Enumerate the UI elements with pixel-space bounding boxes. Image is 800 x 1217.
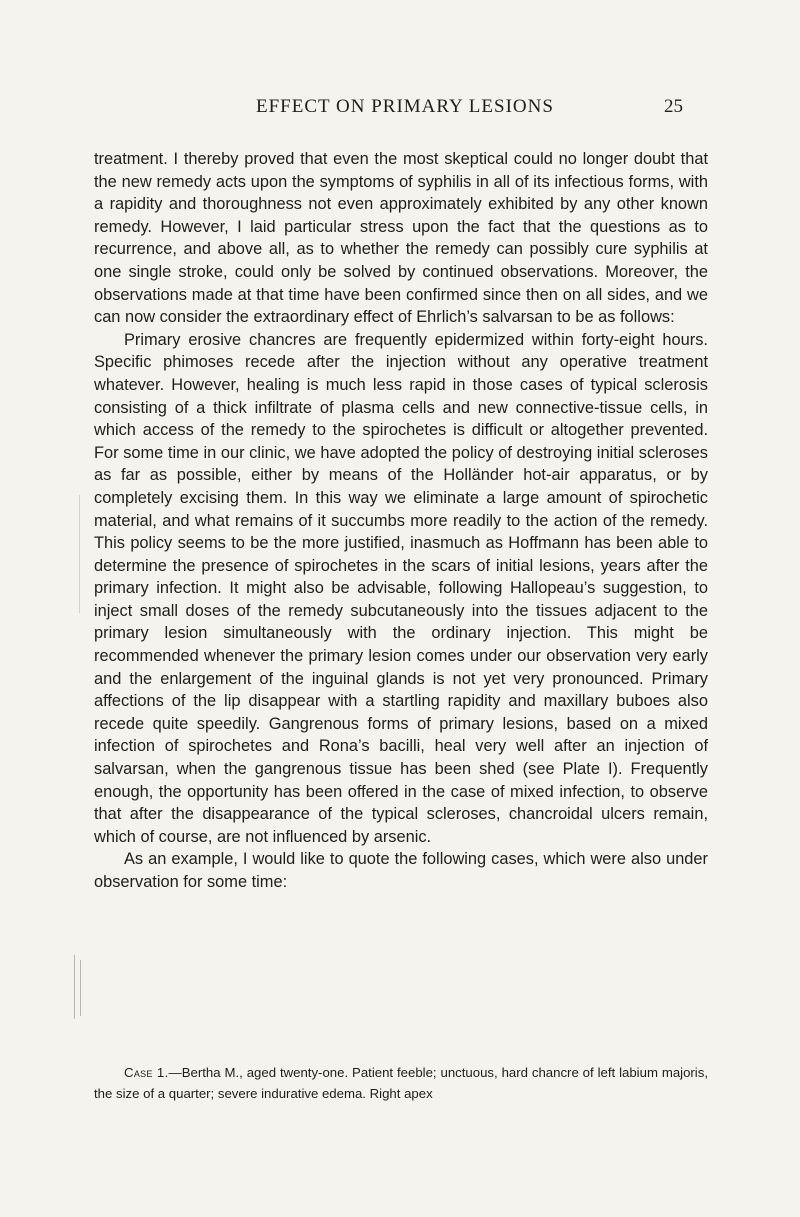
running-head — [0, 96, 800, 120]
case-text: —Bertha M., aged twenty-one. Patient feeble; unctuous, hard chancre of left labium majoris, the size of a quarter; severe indurative edema. Right apex — [94, 1065, 708, 1101]
page-number: 25 — [664, 96, 683, 117]
margin-line-mark — [74, 955, 75, 1019]
paragraph-cases-intro: As an example, I would like to quote the following cases, which were also under observation for some time: — [94, 850, 708, 891]
case-label: Case 1. — [124, 1065, 169, 1080]
margin-line-mark — [80, 960, 81, 1016]
case-note — [94, 1063, 708, 1104]
running-title: EFFECT ON PRIMARY LESIONS — [256, 96, 554, 117]
paragraph-continuation: treatment. I thereby proved that even the most skeptical could no longer doubt that the new remedy acts upon the symptoms of syphilis in all of its infectious forms, with a rapidity and thoroughness not even approximately exhibited by any other known remedy. However, I laid particular stress upon the fact that the questions as to recurrence, and above all, as to whether the remedy can possibly cure syphilis at one single stroke, could only be solved by continued observations. Moreover, the observations made at that time have been confirmed since then on all sides, and we can now consider the extraordinary effect of Ehrlich’s salvarsan to be as follows: — [94, 150, 708, 327]
paragraph-primary-effects: Primary erosive chancres are frequently epidermized within forty-eight hours. Specific phimoses recede after the injection without any operative treatment whatever. However, healing is much less rapid in those cases of typical sclerosis consisting of a thick infiltrate of plasma cells and new connective-tissue cells, in which access of the remedy to the spirochetes is difficult or altogether prevented. For some time in our clinic, we have adopted the policy of destroying initial scleroses as far as possible, either by means of the Holländer hot-air apparatus, or by completely excising them. In this way we eliminate a large amount of spirochetic material, and what remains of it succumbs more readily to the action of the remedy. This policy seems to be the more justified, inasmuch as Hoffmann has been able to determine the presence of spirochetes in the scars of initial lesions, years after the primary infection. It might also be advisable, following Hallopeau’s suggestion, to inject small doses of the remedy subcutaneously into the tissues adjacent to the primary lesion simultaneously with the ordinary injection. This might be recommended whenever the primary lesion comes under our observation very early and the enlargement of the inguinal glands is not yet very pronounced. Primary affections of the lip disappear with a startling rapidity and maxillary buboes also recede quite speedily. Gangrenous forms of primary lesions, based on a mixed infection of spirochetes and Rona’s bacilli, heal very well after an injection of salvarsan, when the gangrenous tissue has been shed (see Plate I). Frequently enough, the opportunity has been offered in the case of mixed infection, to observe that after the disappearance of the typical scleroses, chancroidal ulcers remain, which of course, are not influenced by arsenic. — [94, 330, 708, 846]
body-text — [94, 148, 708, 894]
margin-line-mark — [79, 495, 80, 613]
